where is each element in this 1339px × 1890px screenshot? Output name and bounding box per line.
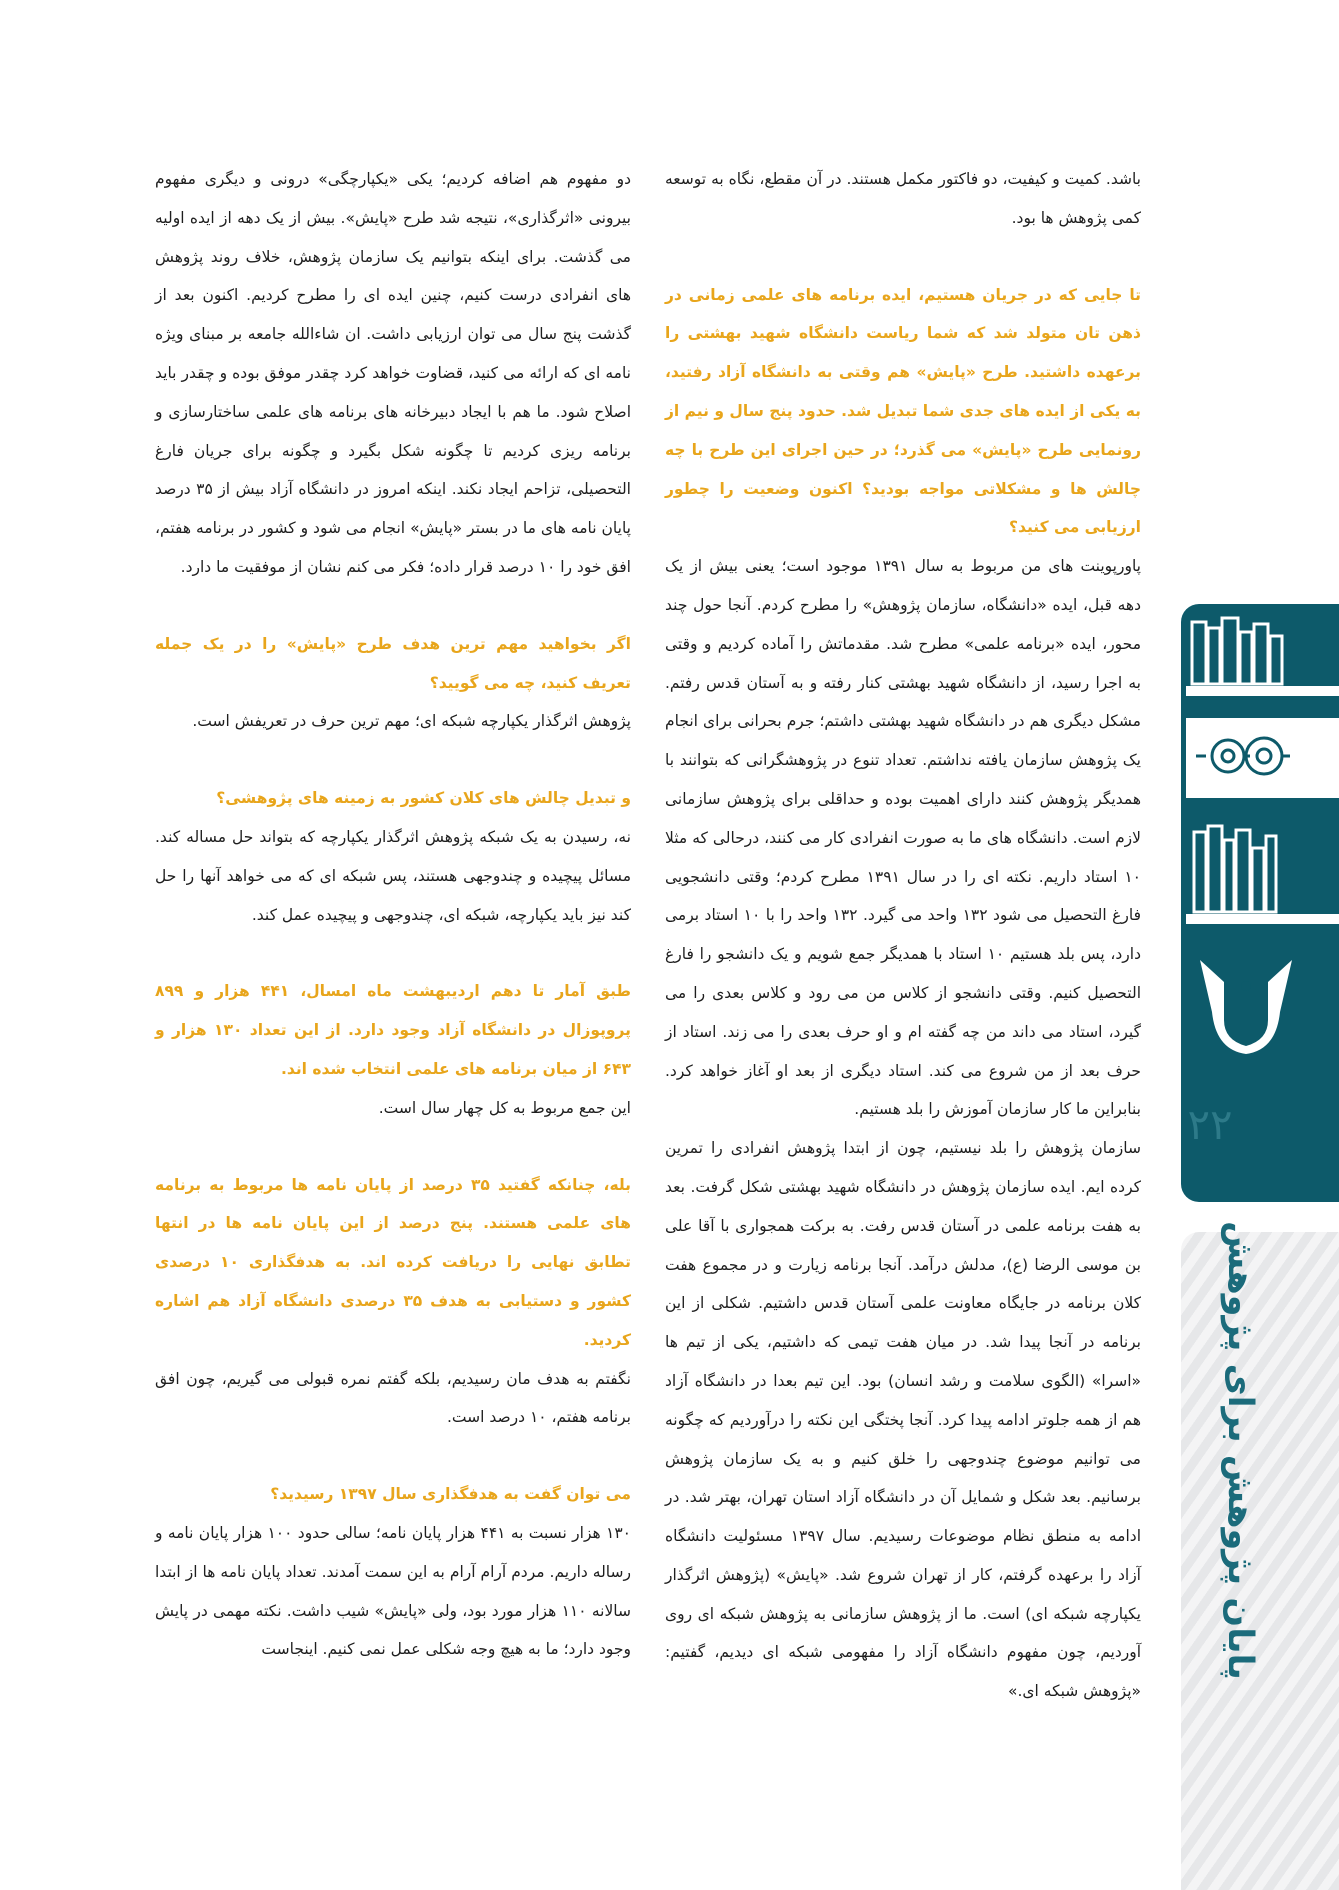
answer-paragraph: پاورپوینت های من مربوط به سال ۱۳۹۱ موجود است؛ یعنی بیش از یک دهه قبل، ایده «دانشگاه، سازمان پژوهش» را مطرح کردم. آنجا حول چند محور، ایده «برنامه علمی» مطرح شد. مقدماتش را آماده کردیم و وقتی به اجرا رسید، از دانشگاه شهید بهشتی کنار رفته و به آستان قدس رفتم. مشکل دیگری هم در دانشگاه شهید بهشتی داشتم؛ جرم بحرانی برای انجام یک پژوهش سازمان یافته نداشتم. تعداد تنوع در پژوهشگرانی که بتوانند با همدیگر پژوهش کنند دارای اهمیت بوده و حداقلی برای پژوهش سازمانی لازم است. دانشگاه های ما به صورت انفرادی کار می کنند، درحالی که مثلا ۱۰ استاد داریم. نکته ای را در سال ۱۳۹۱ مطرح کردم؛ وقتی دانشجویی فارغ التحصیل می شود ۱۳۲ واحد می گیرد. ۱۳۲ واحد را با ۱۰ استاد برمی دارد، پس بلد هستیم ۱۰ استاد با همدیگر جمع شویم و یک دانشجو را فارغ التحصیل کنیم. وقتی دانشجو از کلاس من می رود و کلاس بعدی را می گیرد، استاد می داند من چه گفته ام و او حرف بعدی را می زند. استاد از حرف بعد از من شروع می کند. استاد دیگری از بعد او آغاز خواهد کرد. بنابراین ما کار سازمان آموزش را بلد هستیم. (665, 557, 1142, 1119)
bookshelf-icon (1186, 822, 1339, 940)
text-column-left (155, 160, 631, 1669)
interview-question: اگر بخواهید مهم ترین هدف طرح «پایش» را در یک جمله تعریف کنید، چه می گویید؟ (155, 634, 631, 692)
interview-question: طبق آمار تا دهم اردیبهشت ماه امسال، ۴۴۱ هزار و ۸۹۹ پروپوزال در دانشگاه آزاد وجود دارد. از این تعداد ۱۳۰ هزار و ۶۴۳ از میان برنامه های علمی انتخاب شده اند. (155, 982, 631, 1078)
brain-gears-icon (1186, 718, 1339, 808)
interview-question: بله، چنانکه گفتید ۳۵ درصد از پایان نامه ها مربوط به برنامه های علمی هستند. پنج درصد از این پایان نامه ها در انتها تطابق نهایی را دریافت کرده اند. به هدفگذاری ۱۰ درصدی کشور و دستیابی به هدف ۳۵ درصدی دانشگاه آزاد هم اشاره کردید. (155, 1175, 631, 1349)
section-title: پایان پژوهش برای پژوهش (1220, 1221, 1260, 1680)
university-logo-icon (1186, 950, 1339, 1060)
answer-paragraph: نگفتم به هدف مان رسیدیم، بلکه گفتم نمره قبولی می گیریم، چون افق برنامه هفتم، ۱۰ درصد است. (155, 1369, 631, 1427)
interview-question: تا جایی که در جریان هستیم، ایده برنامه های علمی زمانی در ذهن تان متولد شد که شما ریاست دانشگاه شهید بهشتی را برعهده داشتید. طرح «پایش» هم وقتی به دانشگاه آزاد رفتید، به یکی از ایده های جدی شما تبدیل شد. حدود پنج سال و نیم از رونمایی طرح «پایش» می گذرد؛ در حین اجرای این طرح با چه چالش ها و مشکلاتی مواجه بودید؟ اکنون وضعیت را چطور ارزیابی می کنید؟ (665, 285, 1141, 537)
answer-paragraph: سازمان پژوهش را بلد نیستیم، چون از ابتدا پژوهش انفرادی را تمرین کرده ایم. ایده سازمان پژوهش در دانشگاه شهید بهشتی شکل گرفت. بعد به هفت برنامه علمی در آستان قدس رفت. به برکت همجواری با آقا علی بن موسی الرضا (ع)، مدلش درآمد. آنجا برنامه زیارت و در مجموع هفت کلان برنامه در جایگاه معاونت علمی آستان قدس داشتیم. شکلی از این برنامه در آنجا پیدا شد. در میان هفت تیمی که داشتیم، یکی از تیم ها «اسرا» (الگوی سلامت و رشد انسان) بود. این تیم بعدا در دانشگاه آزاد هم از همه جلوتر ادامه پیدا کرد. آنجا پختگی این نکته را درآوردیم که چگونه می توانیم موضوع چندوجهی را خلق کنیم و به یک سازمان پژوهش برسانیم. بعد شکل و شمایل آن در دانشگاه آزاد استان تهران، بهتر شد. در ادامه به منطق نظام موضوعات رسیدیم. سال ۱۳۹۷ مسئولیت دانشگاه آزاد را برعهده گرفتم، کار از تهران شروع شد. «پایش» (پژوهش اثرگذار یکپارچه شبکه ای) است. ما از پژوهش سازمانی به پژوهش شبکه ای روی آوردیم، چون مفهوم دانشگاه آزاد را مفهومی شبکه ای دیدیم، گفتیم: «پژوهش شبکه ای.» (665, 1139, 1141, 1701)
interview-question: می توان گفت به هدفگذاری سال ۱۳۹۷ رسیدید؟ (270, 1485, 631, 1504)
page-number: ۲۲ (1187, 1100, 1233, 1149)
bookshelf-icon (1186, 614, 1339, 714)
interview-question: و تبدیل چالش های کلان کشور به زمینه های پژوهشی؟ (216, 789, 631, 808)
answer-paragraph: پژوهش اثرگذار یکپارچه شبکه ای؛ مهم ترین حرف در تعریفش است. (192, 712, 631, 731)
answer-paragraph: ۱۳۰ هزار نسبت به ۴۴۱ هزار پایان نامه؛ سالی حدود ۱۰۰ هزار پایان نامه و رساله داریم. مردم آرام آرام به این سمت آمدند. تعداد پایان نامه ها از ابتدا سالانه ۱۱۰ هزار مورد بود، ولی «پایش» شیب داشت. نکته مهمی در پایش وجود دارد؛ ما به هیچ وجه شکلی عمل نمی کنیم. اینجاست (155, 1523, 631, 1659)
answer-paragraph: دو مفهوم هم اضافه کردیم؛ یکی «یکپارچگی» درونی و دیگری مفهوم بیرونی «اثرگذاری»، نتیجه شد طرح «پایش». بیش از یک دهه از ایده اولیه می گذشت. برای اینکه بتوانیم یک سازمان پژوهش، خلاف روند پژوهش های انفرادی درست کنیم، چنین ایده ای را مطرح کردیم. اکنون بعد از گذشت پنج سال می توان ارزیابی داشت. ان شاءالله جامعه بر مبنای ویژه نامه ای که ارائه می کنید، قضاوت خواهد کرد چقدر موفق بوده و چقدر باید اصلاح شود. ما هم با ایجاد دبیرخانه های برنامه های علمی ساختارسازی و برنامه ریزی کردیم تا چگونه شکل بگیرد و چگونه برای جریان فارغ التحصیلی، تزاحم ایجاد نکند. اینکه امروز در دانشگاه آزاد بیش از ۳۵ درصد پایان نامه های ما در بستر «پایش» انجام می شود و کشور در برنامه هفتم، افق خود را ۱۰ درصد قرار داده؛ فکر می کنم نشان از موفقیت ما دارد. (155, 170, 631, 576)
text-column-right (665, 160, 1141, 1711)
answer-paragraph: نه، رسیدن به یک شبکه پژوهش اثرگذار یکپارچه که بتواند حل مساله کند. مسائل پیچیده و چندوجهی هستند، پس شبکه ای که می خواهد آنها را حل کند نیز باید یکپارچه، شبکه ای، چندوجهی و پیچیده عمل کند. (155, 827, 631, 924)
answer-paragraph: این جمع مربوط به کل چهار سال است. (378, 1098, 631, 1117)
answer-paragraph: باشد. کمیت و کیفیت، دو فاکتور مکمل هستند. در آن مقطع، نگاه به توسعه کمی پژوهش ها بود. (665, 170, 1141, 227)
